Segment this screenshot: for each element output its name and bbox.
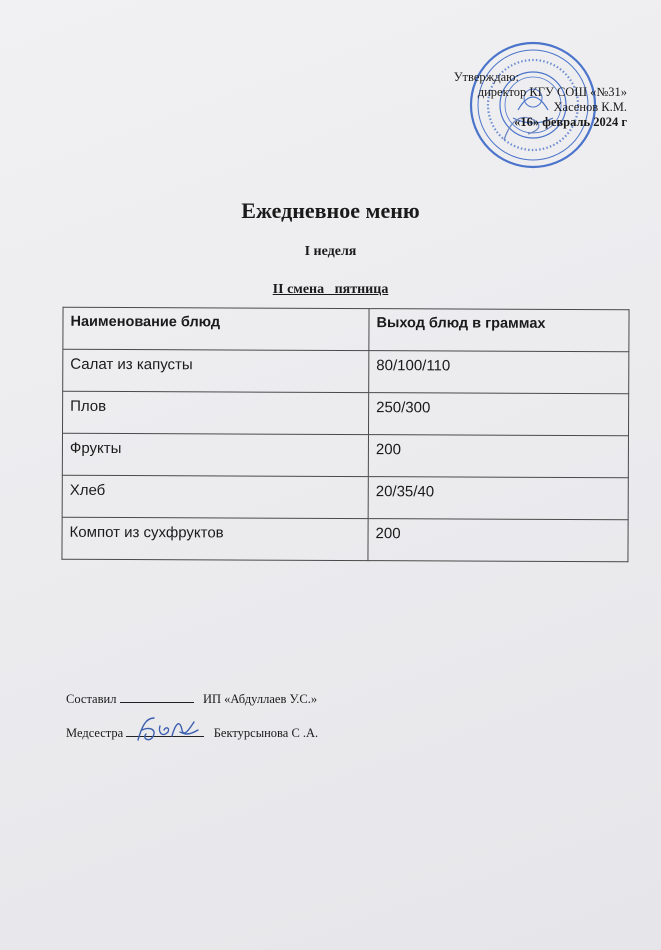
nurse-label: Медсестра	[66, 726, 124, 740]
header-portion: Выход блюд в граммах	[369, 309, 629, 352]
portion-cell: 200	[368, 435, 628, 478]
menu-table	[61, 307, 629, 562]
week-label: I неделя	[304, 244, 357, 259]
table-row	[62, 517, 628, 561]
compiled-label: Составил	[66, 692, 117, 706]
shift-label	[0, 282, 661, 298]
table-row	[62, 475, 628, 519]
nurse-name: Бектурсынова С .А.	[213, 726, 319, 740]
dish-cell: Плов	[63, 391, 369, 434]
portion-cell: 200	[368, 519, 628, 562]
portion-cell: 20/35/40	[368, 477, 628, 520]
approval-heading: Утверждаю:	[453, 70, 519, 84]
approval-name: Хасенов К.М.	[553, 100, 627, 114]
compiled-name: ИП «Абдуллаев У.С.»	[202, 692, 318, 706]
dish-cell: Хлеб	[62, 475, 368, 518]
dish-cell: Салат из капусты	[63, 349, 369, 392]
approval-block	[454, 70, 627, 130]
shift-text: II смена пятница	[272, 282, 389, 297]
portion-cell: 80/100/110	[369, 351, 629, 394]
table-header-row	[63, 307, 629, 351]
signature-blank	[120, 702, 194, 703]
handwritten-signature-icon	[132, 712, 204, 746]
dish-cell: Компот из сухфруктов	[62, 517, 368, 560]
header-dish: Наименование блюд	[63, 307, 369, 350]
page-title: Ежедневное меню	[241, 198, 420, 223]
approval-date: «16» февраль 2024 г	[514, 115, 627, 129]
portion-cell: 250/300	[368, 393, 628, 436]
compiled-by-line	[66, 692, 317, 707]
table-row	[62, 433, 628, 477]
table-row	[63, 391, 629, 435]
table-row	[63, 349, 629, 393]
dish-cell: Фрукты	[62, 433, 368, 476]
approval-position: директор КГУ СОШ «№31»	[477, 85, 627, 99]
